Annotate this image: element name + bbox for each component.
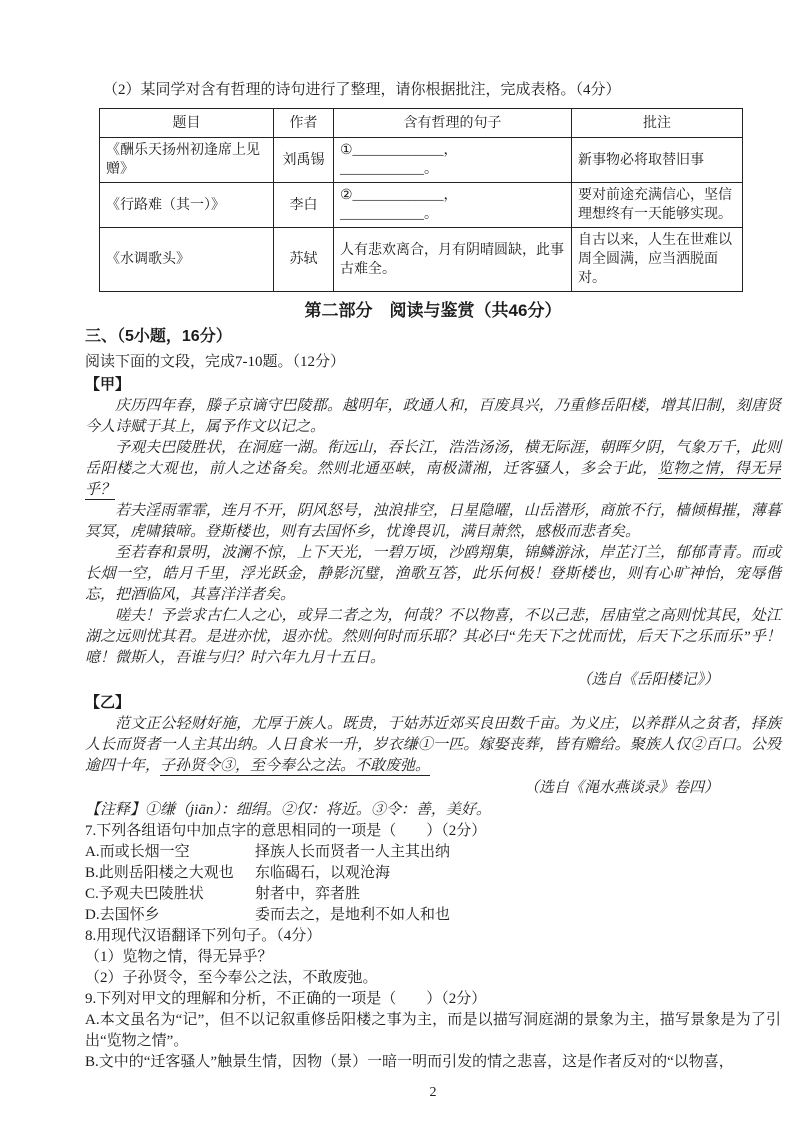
question-8-item-2: （2）子孙贤令，至今奉公之法，不敢废弛。 [85,970,378,986]
yi-paragraph [85,714,781,777]
fill-blank-line: ____________。 [340,162,438,177]
poem-title: 《行路难（其一）》 [100,183,274,228]
table-row [100,228,743,292]
question-8-item-1: （1）览物之情，得无异乎？ [85,949,273,965]
questions-section [85,821,781,1073]
jia-paragraph-4: 至若春和景明，波澜不惊，上下天光，一碧万顷，沙鸥翔集，锦鳞游泳，岸芷汀兰，郁郁青青。而或长烟一空，皓月千里，浮光跃金，静影沉璧，渔歌互答，此乐何极！登斯楼也，则有心旷神怡，宠辱偕忘，把酒临风，其喜洋洋者矣。 [85,545,781,603]
question-7-stem: 7.下列各组语句中加点字的意思相同的一项是（ ）（2分） [85,823,487,839]
poem-title: 《水调歌头》 [100,228,274,292]
option-left-text: C.予观夫巴陵胜状 [85,886,204,902]
passage-jia-label: 【甲】 [85,376,131,393]
option-left-text: A.而或长烟一空 [85,844,190,860]
poetry-table [99,108,743,292]
option-left-text: B.此则岳阳楼之大观也 [85,865,234,881]
poem-title: 《酬乐天扬州初逢席上见赠》 [100,138,274,183]
part-heading: 第二部分 阅读与鉴赏（共46分） [304,301,562,320]
poem-sentence-text: 人有悲欢离合，月有阴晴圆缺，此事古难全。 [340,242,564,277]
option-left-text: D.去国怀乡 [85,907,160,923]
page-number: 2 [429,1085,437,1100]
yi-underlined-text: 子孙贤令③，至今奉公之法。不敢废弛。 [160,758,431,774]
poem-sentence [334,228,572,292]
poem-author: 苏轼 [274,228,334,292]
jia-paragraph-2 [85,438,781,501]
yi-text: 范文正公轻财好施，尤厚于族人。既贵，于姑苏近郊买良田数千亩。为义庄，以养群从之贫者，择族人长而贤者一人主其出纳。人日食米一升，岁衣缣①一匹。嫁娶丧葬，皆有赡给。聚族人仅②百口。公殁逾四十年， [85,716,781,774]
question-7-option-b [85,863,781,884]
passage-yi-label: 【乙】 [85,694,131,711]
passage-jia [85,396,781,669]
table-header-row [100,109,743,138]
poem-annotation: 自古以来，人生在世难以周全圆满，应当洒脱面对。 [572,228,743,292]
header-annotation: 批注 [572,109,743,138]
poem-author: 李白 [274,183,334,228]
question-9-option-a: A.本文虽名为“记”，但不以记叙重修岳阳楼之事为主，而是以描写洞庭湖的景象为主，描写景象是为了引出“览物之情”。 [85,1012,781,1049]
table-row [100,183,743,228]
instruction-line: 阅读下面的文段，完成7-10题。（12分） [85,354,345,370]
header-sentence: 含有哲理的句子 [334,109,572,138]
poem-annotation: 要对前途充满信心，坚信理想终有一天能够实现。 [572,183,743,228]
option-right-text: 东临碣石，以观沧海 [255,865,391,881]
question-7-option-d [85,905,781,926]
passage-yi [85,714,781,777]
poem-annotation: 新事物必将取替旧事 [572,138,743,183]
question-7-option-c [85,884,781,905]
jia-source-attribution: （选自《岳阳楼记》） [576,672,719,688]
option-right-text: 委而去之，是地利不如人和也 [255,907,451,923]
table-intro-line: （2）某同学对含有哲理的诗句进行了整理，请你根据批注，完成表格。（4分） [103,82,621,98]
yi-source-attribution: （选自《渑水燕谈录》卷四） [523,780,719,796]
fill-blank-line: ②_____________， [340,188,458,203]
jia-paragraph-5: 嗟夫！予尝求古仁人之心，或异二者之为，何哉？不以物喜，不以己悲，居庙堂之高则忧其民，处江湖之远则忧其君。是进亦忧，退亦忧。然则何时而乐耶？其必曰“先天下之忧而忧，后天下之乐而乐”乎！噫！微斯人，吾谁与归？时六年九月十五日。 [85,608,781,666]
poem-sentence [334,138,572,183]
header-author: 作者 [274,109,334,138]
poem-author: 刘禹锡 [274,138,334,183]
notes-line: 【注释】①缣（jiān）：细绢。②仅：将近。③令：善，美好。 [85,802,491,818]
jia-p2-text: 予观夫巴陵胜状，在洞庭一湖。衔远山，吞长江，浩浩汤汤，横无际涯，朝晖夕阴，气象万千，此则岳阳楼之大观也，前人之述备矣。然则北通巫峡，南极潇湘，迁客骚人，多会于此， [85,440,781,477]
question-9-stem: 9.下列对甲文的理解和分析，不正确的一项是（ ）（2分） [85,991,487,1007]
jia-paragraph-1: 庆历四年春，滕子京谪守巴陵郡。越明年，政通人和，百废具兴，乃重修岳阳楼，增其旧制，刻唐贤今人诗赋于其上，属予作文以记之。 [85,398,781,435]
fill-blank-line: ____________。 [340,207,438,222]
question-8-stem: 8.用现代汉语翻译下列句子。（4分） [85,928,322,944]
question-9-option-b: B.文中的“迁客骚人”触景生情，因物（景）一暗一明而引发的情之悲喜，这是作者反对的“以物喜， [85,1054,734,1070]
option-right-text: 择族人长而贤者一人主其出纳 [255,844,451,860]
jia-underlined-text: 览物之情，得无异乎？ [85,461,781,498]
poem-sentence [334,183,572,228]
section-heading: 三、（5小题，16分） [85,328,232,345]
jia-paragraph-3: 若夫淫雨霏霏，连月不开，阴风怒号，浊浪排空，日星隐曜，山岳潜形，商旅不行，樯倾楫摧，薄暮冥冥，虎啸猿啼。登斯楼也，则有去国怀乡，忧谗畏讥，满目萧然，感极而悲者矣。 [85,503,781,540]
question-7-option-a [85,842,781,863]
header-title: 题目 [100,109,274,138]
fill-blank-line: ①_____________， [340,143,458,158]
option-right-text: 射者中，弈者胜 [255,886,361,902]
table-row [100,138,743,183]
